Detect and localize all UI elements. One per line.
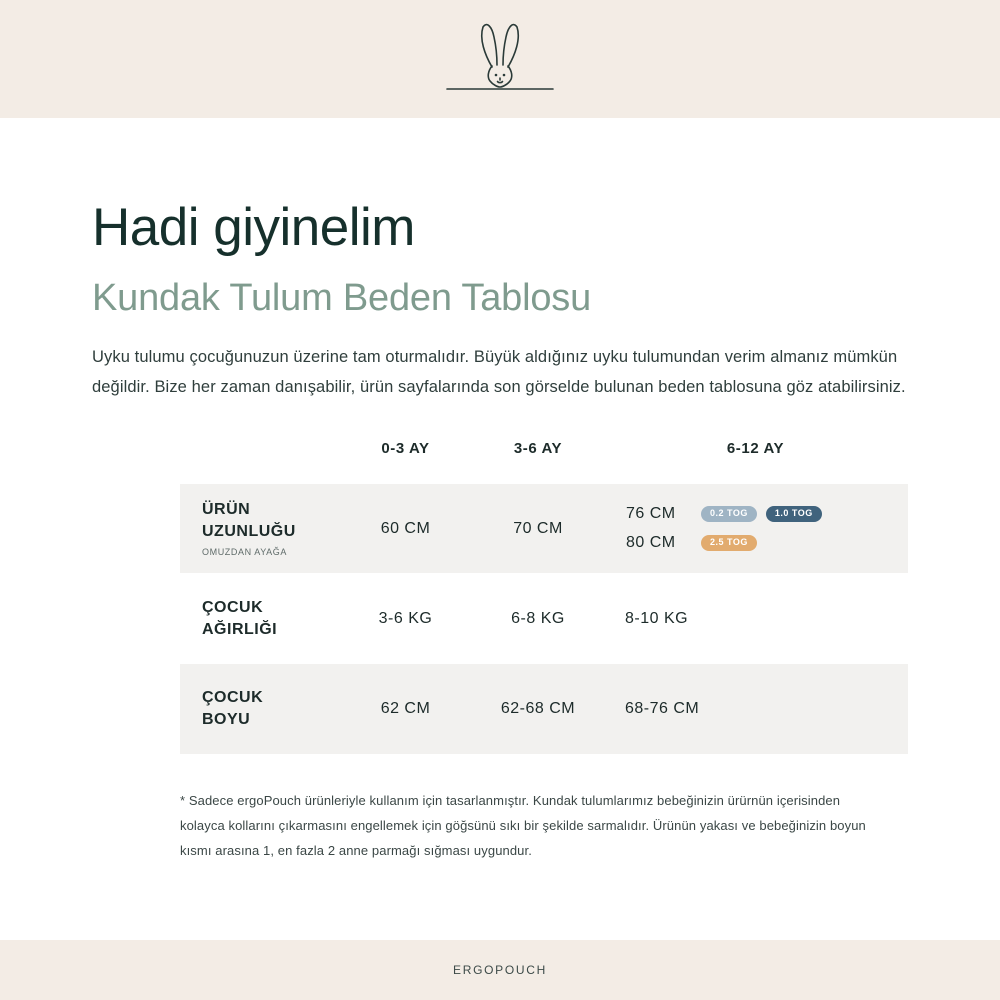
cell-length-3-6: 70 CM	[473, 484, 603, 574]
table-header	[180, 440, 908, 484]
cell-weight-6-12: 8-10 KG	[603, 574, 908, 664]
tog-line-80cm	[604, 534, 907, 552]
row-label-product-length	[180, 484, 338, 574]
table-row	[180, 484, 908, 574]
table-header-row	[180, 440, 908, 484]
column-header-3-6: 3-6 AY	[513, 440, 563, 458]
table-row	[180, 664, 908, 754]
column-header-blank	[180, 440, 338, 484]
cell-height-6-12: 68-76 CM	[603, 664, 908, 754]
table-row	[180, 574, 908, 664]
table-body	[180, 484, 908, 754]
tog-badge-02: 0.2 TOG	[701, 506, 757, 522]
bunny-outline-icon	[435, 19, 565, 99]
size-chart-table	[180, 440, 908, 754]
row-sublabel: OMUZDAN AYAĞA	[202, 547, 287, 558]
row-label-line1: ÇOCUK	[202, 689, 264, 707]
row-label-line1: ÇOCUK	[202, 599, 264, 617]
top-banner	[0, 0, 1000, 118]
brand-wordmark: ERGOPOUCH	[453, 963, 547, 977]
cell-length-0-3: 60 CM	[338, 484, 473, 574]
cell-height-0-3: 62 CM	[338, 664, 473, 754]
tog-badge-25: 2.5 TOG	[701, 535, 757, 551]
length-value-76: 76 CM	[626, 505, 676, 523]
row-label-child-height	[180, 664, 338, 754]
length-value-80: 80 CM	[626, 534, 676, 552]
main-content	[0, 118, 1000, 940]
cell-length-6-12	[603, 484, 908, 574]
bottom-banner	[0, 940, 1000, 1000]
page-subtitle: Kundak Tulum Beden Tablosu	[92, 276, 592, 319]
cell-height-3-6: 62-68 CM	[473, 664, 603, 754]
page-title: Hadi giyinelim	[92, 198, 415, 257]
intro-paragraph: Uyku tulumu çocuğunuzun üzerine tam oturmalıdır. Büyük aldığınız uyku tulumundan verim almanız mümkün değildir. Bize her zaman danışabilir, ürün sayfalarında son görselde bulunan beden tablosuna göz atabilirsiniz.	[92, 348, 906, 396]
tog-badge-10: 1.0 TOG	[766, 506, 822, 522]
column-header-6-12: 6-12 AY	[726, 440, 785, 458]
row-label-line2: AĞIRLIĞI	[202, 620, 278, 638]
row-label-line1: ÜRÜN	[202, 500, 251, 518]
footnote-text: * Sadece ergoPouch ürünleriyle kullanım için tasarlanmıştır. Kundak tulumlarımız bebeğinizin ürürnün içerisinden kolayca kollarını çıkarmasını engellemek için göğsünü sıkı bir şekilde sarmalıdır. Ürünün yakası ve bebeğinizin boyun kısmı arasına 1, en fazla 2 anne parmağı sığması uygundur.	[180, 792, 866, 859]
row-label-line2: UZUNLUĞU	[202, 522, 296, 540]
cell-weight-3-6: 6-8 KG	[473, 574, 603, 664]
tog-line-76cm	[604, 505, 907, 523]
row-label-child-weight	[180, 574, 338, 664]
row-label-line2: BOYU	[202, 710, 251, 728]
cell-weight-0-3: 3-6 KG	[338, 574, 473, 664]
column-header-0-3: 0-3 AY	[381, 440, 430, 458]
